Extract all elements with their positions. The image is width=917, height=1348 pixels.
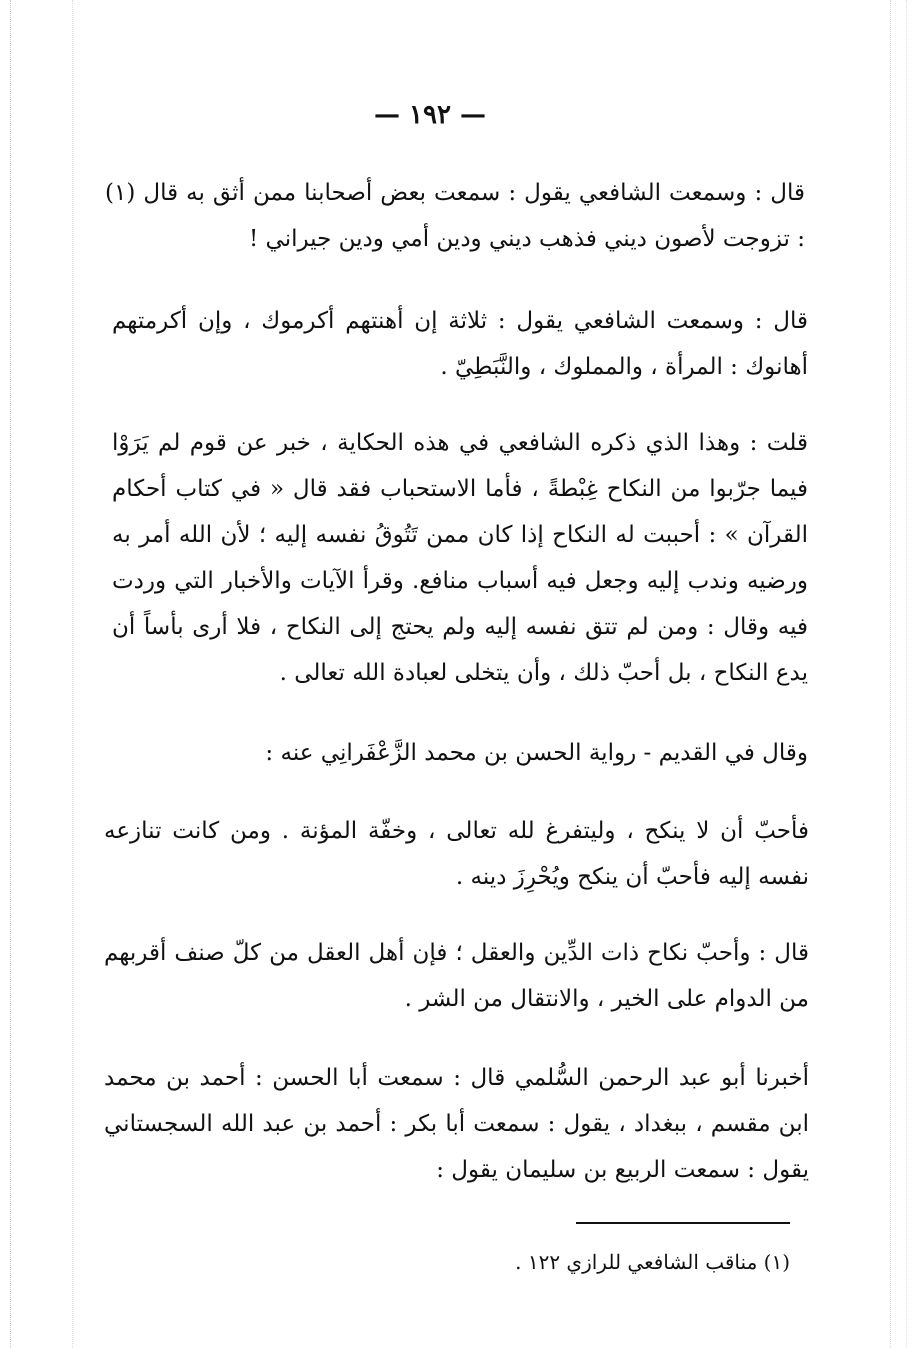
footnote-divider [576,1222,790,1224]
paragraph-4: وقال في القديم - رواية الحسن بن محمد الزَّعْفَرانِي عنه : [265,740,808,766]
paragraph-3: قلت : وهذا الذي ذكره الشافعي في هذه الحكاية ، خبر عن قوم لم يَرَوْا فيما جرّبوا من النكاح غِبْطةً ، فأما الاستحباب فقد قال « في كتاب أحكام القرآن » : أحببت له النكاح إذا كان ممن تَتُوقُ نفسه إليه ؛ لأن الله أمر به ورضيه وندب إليه وجعل فيه أسباب منافع. وقرأ الآيات والأخبار التي وردت فيه وقال : ومن لم تتق نفسه إليه ولم يحتج إلى النكاح ، فلا أرى بأساً أن يدع النكاح ، بل أحبّ ذلك ، وأن يتخلى لعبادة الله تعالى . [112,430,808,686]
scan-artifact-line [10,0,11,1348]
page-number: — ١٩٢ — [373,100,487,130]
footnote: (١) مناقب الشافعي للرازي ١٢٢ . [515,1250,790,1274]
paragraph-5: فأحبّ أن لا ينكح ، وليتفرغ لله تعالى ، وخفّة المؤنة . ومن كانت تنازعه نفسه إليه فأحبّ أن ينكح ويُحْرِزَ دينه . [104,818,809,890]
paragraph-1: قال : وسمعت الشافعي يقول : سمعت بعض أصحابنا ممن أثق به قال (١) : تزوجت لأصون ديني فذهب ديني ودين أمي ودين جيراني ! [105,180,805,252]
paragraph-7: أخبرنا أبو عبد الرحمن السُّلمي قال : سمعت أبا الحسن : أحمد بن محمد ابن مقسم ، ببغداد ، يقول : سمعت أبا بكر : أحمد بن عبد الله السجستاني يقول : سمعت الربيع بن سليمان يقول : [104,1065,809,1183]
scan-artifact-line [890,0,891,1348]
paragraph-6: قال : وأحبّ نكاح ذات الدِّين والعقل ؛ فإن أهل العقل من كلّ صنف أقربهم من الدوام على الخير ، والانتقال من الشر . [104,940,809,1012]
scan-artifact-line [906,0,907,1348]
scan-artifact-line [72,0,73,1348]
paragraph-2: قال : وسمعت الشافعي يقول : ثلاثة إن أهنتهم أكرموك ، وإن أكرمتهم أهانوك : المرأة ، والمملوك ، والنَّبَطِيّ . [112,308,808,380]
